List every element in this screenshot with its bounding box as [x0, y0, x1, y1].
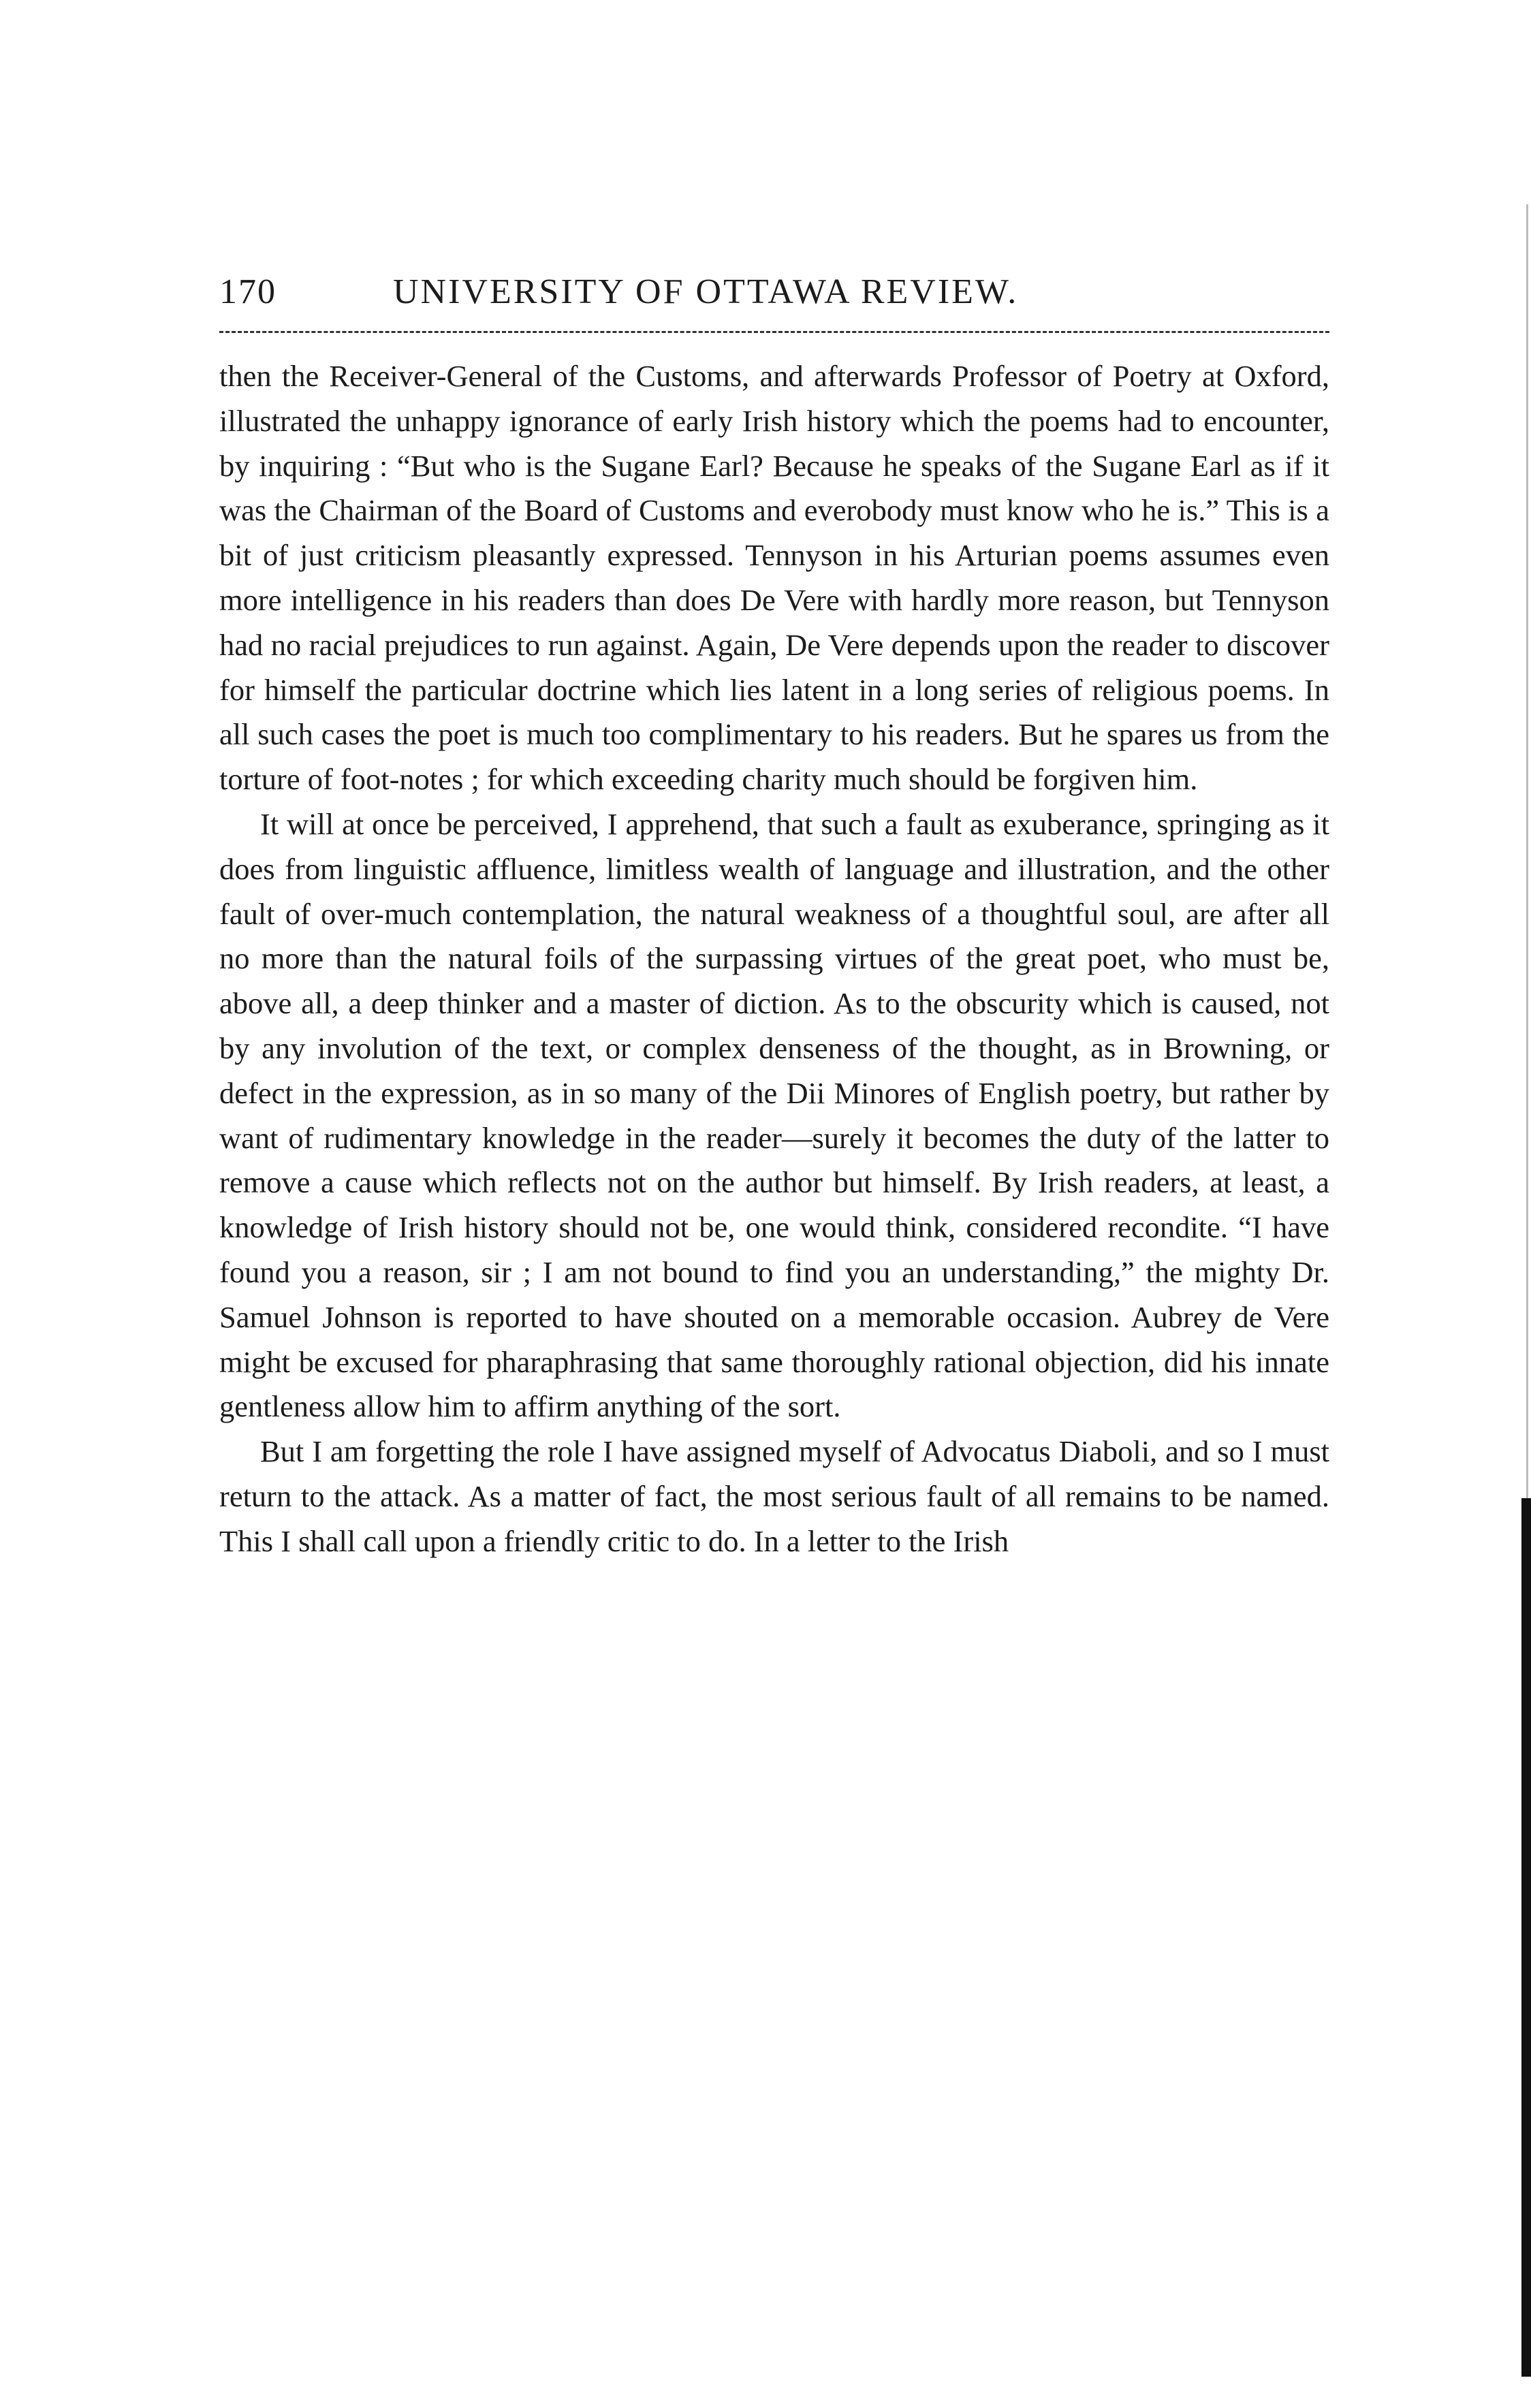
page-edge-line [1526, 204, 1528, 1498]
paragraph-continued: then the Receiver-General of the Customs, and afterwards Professor of Poetry at Oxford, illustrated the unhappy ignorance of early Irish history which the poems had to encounter, by inquiring : “But who is the Sugane Earl? Because he speaks of the Sugane Earl as if it was the Chairman of the Board of Customs and everobody must know who he is.” This is a bit of just criticism pleasantly expressed. Tennyson in his Arturian poems assumes even more intelligence in his readers than does De Vere with hardly more reason, but Tennyson had no racial prejudices to run against. Again, De Vere depends upon the reader to discover for himself the particular doctrine which lies latent in a long series of religious poems. In all such cases the poet is much too complimentary to his readers. But he spares us from the torture of foot-notes ; for which exceeding charity much should be forgiven him. [219, 359, 1329, 797]
page-edge-shadow [1521, 1498, 1531, 2377]
article-body [219, 354, 1329, 1564]
paragraph-advocatus-diaboli: But I am forgetting the role I have assigned myself of Advocatus Diaboli, and so I must return to the attack. As a matter of fact, the most serious fault of all remains to be named. This I shall call upon a friendly critic to do. In a letter to the Irish [219, 1434, 1329, 1558]
journal-title: UNIVERSITY OF OTTAWA REVIEW. [393, 272, 1019, 311]
paragraph-exuberance: It will at once be perceived, I apprehend, that such a fault as exuberance, springing as it does from linguistic affluence, limitless wealth of language and illustration, and the other fault of over-much contemplation, the natural weakness of a thoughtful soul, are after all no more than the natural foils of the surpassing virtues of the great poet, who must be, above all, a deep thinker and a master of diction. As to the obscurity which is caused, not by any involution of the text, or complex denseness of the thought, as in Browning, or defect in the expression, as in so many of the Dii Minores of English poetry, but rather by want of rudimentary knowledge in the reader—surely it becomes the duty of the latter to remove a cause which reflects not on the author but himself. By Irish readers, at least, a knowledge of Irish history should not be, one would think, considered recondite. “I have found you a reason, sir ; I am not bound to find you an understanding,” the mighty Dr. Samuel Johnson is reported to have shouted on a memorable occasion. Aubrey de Vere might be excused for pharaphrasing that same thoroughly rational objection, did his innate gentleness allow him to affirm anything of the sort. [219, 806, 1329, 1424]
header-rule [219, 331, 1329, 333]
page-number: 170 [219, 272, 277, 311]
running-head [219, 267, 1329, 317]
